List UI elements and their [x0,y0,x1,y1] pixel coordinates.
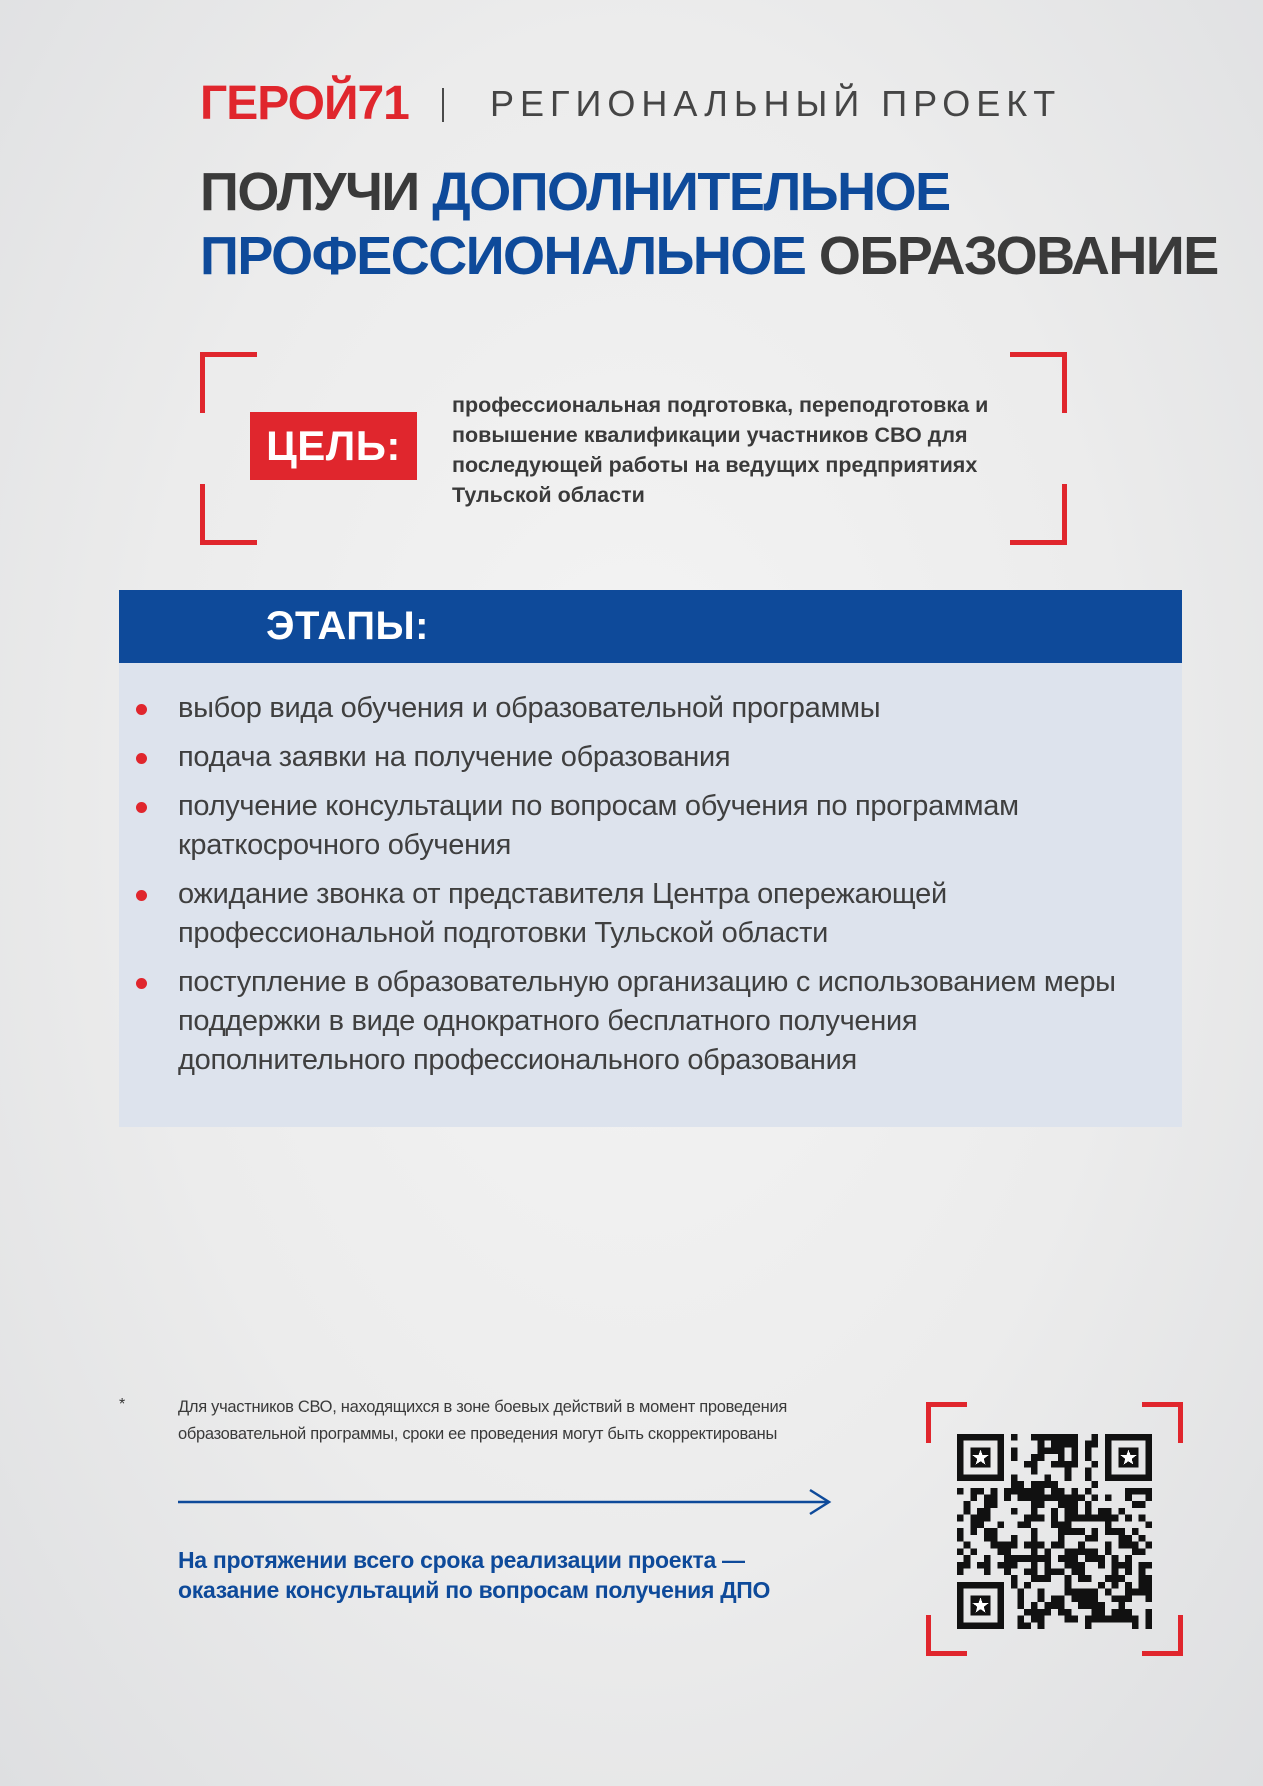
frame-corner-top-right [1010,352,1067,413]
frame-corner-bottom-left [200,484,257,545]
list-item [178,738,1142,777]
frame-corner-bottom-right [1010,484,1067,545]
stage-text: подача заявки на получение образования [178,741,731,773]
page-title [200,160,1218,288]
bullet-dot [136,802,147,813]
brand-name: ГЕРОЙ71 [200,77,409,130]
frame-corner-top-left [200,352,257,413]
bullet-dot [136,890,147,901]
title-line-2 [200,224,1218,288]
arrow-right-icon [178,1488,834,1518]
list-item [178,875,1142,953]
header-divider [442,88,444,122]
list-item [178,787,1142,865]
footnote-marker: * [119,1396,126,1413]
title-part-1: ПОЛУЧИ [200,162,433,222]
consultation-note: На протяжении всего срока реализации проекта — оказание консультаций по вопросам получения ДПО [178,1547,771,1603]
project-subtitle: РЕГИОНАЛЬНЫЙ ПРОЕКТ [490,83,1062,124]
footnote-text: Для участников СВО, находящихся в зоне боевых действий в момент проведения образовательной программы, сроки ее проведения могут быть скорректированы [178,1398,787,1443]
title-part-4: ОБРАЗОВАНИЕ [805,226,1218,286]
title-part-2: ДОПОЛНИТЕЛЬНОЕ [432,162,950,222]
qr-code[interactable] [957,1434,1152,1629]
qr-frame [926,1402,1183,1656]
stage-text: ожидание звонка от представителя Центра опережающей профессиональной подготовки Тульской области [178,878,947,949]
stages-title: ЭТАПЫ: [266,604,429,648]
list-item [178,689,1142,728]
title-part-3: ПРОФЕССИОНАЛЬНОЕ [200,226,806,286]
stage-text: получение консультации по вопросам обучения по программам краткосрочного обучения [178,790,1019,861]
stages-list [119,663,1182,1080]
goal-label: ЦЕЛЬ: [250,412,417,480]
bullet-dot [136,704,147,715]
goal-description: профессиональная подготовка, переподготовка и повышение квалификации участников СВО для последующей работы на ведущих предприятиях Тульской области [452,393,989,507]
list-item [178,963,1142,1080]
title-line-1 [200,160,1218,224]
stage-text: поступление в образовательную организацию с использованием меры поддержки в виде однократного бесплатного получения дополнительного профессионального образования [178,966,1116,1076]
brand-logo [200,76,409,132]
stage-text: выбор вида обучения и образовательной программы [178,692,881,724]
stages-header [119,590,1182,663]
bullet-dot [136,978,147,989]
bullet-dot [136,753,147,764]
stages-panel [119,663,1182,1127]
